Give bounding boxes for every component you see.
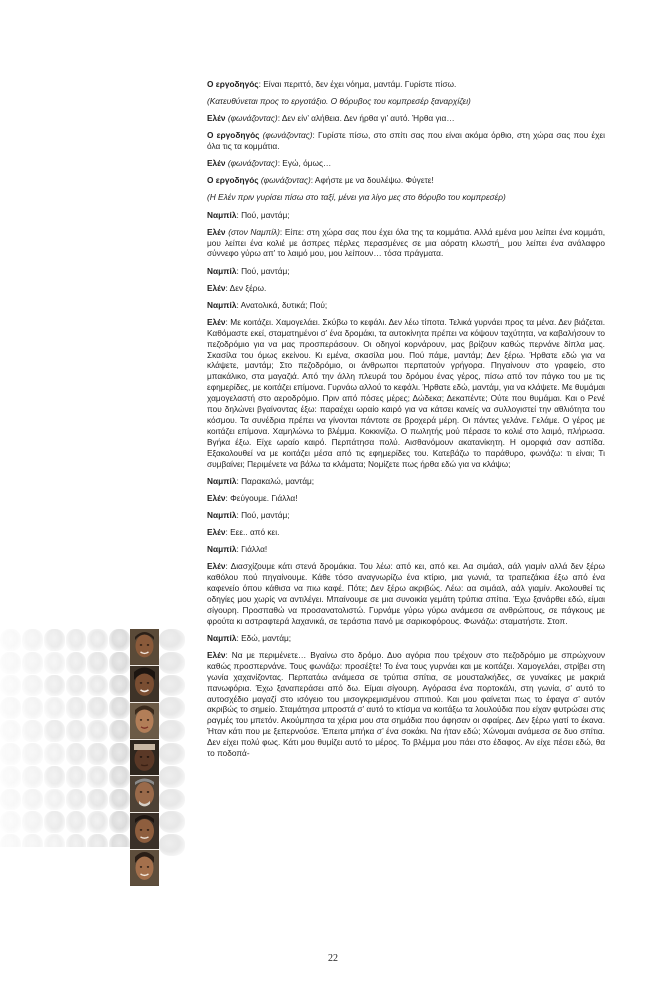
dialogue-text: : Εεε.. από κει. — [225, 527, 280, 537]
speaker-name: Ελέν — [207, 492, 226, 503]
dialogue-text: : Πού, μαντάμ; — [236, 265, 290, 276]
speaker-name: Ελέν — [207, 226, 226, 237]
portrait-photo — [130, 776, 159, 812]
dialogue-text: : Παρακαλώ, μαντάμ; — [236, 475, 315, 486]
dialogue-text: : Με κοιτάζει. Χαμογελάει. Σκύβω το κεφάλι. Δεν λέω τίποτα. Τελικά γυρνάει προς τα μένα. Δεν βιάζεται. Καθόμαστε εκεί, σταματημένοι σ’ ένα δρομάκι, τα αυτοκίνητα πρέπει να κόψουν ταχύτητα, να καβαλήσουν το πεζοδρόμιο για να μας προσπεράσουν. Οι οδηγοί κορνάρουν, μας βρίζουν καθώς περνάνε δίπλα μας. Σκασίλα του όμως εκείνου. Κι εμένα, σκασίλα μου. Πού πάμε, μαντάμ; Δεν ξέρω. Ήρθατε εδώ για να κλάψετε, μαντάμ; Στο πεζοδρόμιο, οι άνθρωποι περπατούν γρήγορα. Πηγαίνουν στο γραφείο, στο μπακάλικο, στα μαγαζιά. Από την άλλη πλευρά του δρόμου ένας γέρος, πίσω από τον πάγκο του με τις εφημερίδες, με κοιτάζει επίμονα. Γυρνάω αλλού το κεφάλι. Ήρθατε εδώ, μαντάμ, για να κλάψετε. Με θυμάμαι χαμογελαστή στο αεροδρόμιο. Πριν από πόσες μέρες; Δώδεκα; Δεκαπέντε; Ούτε που θυμάμαι. Και ο Ρενέ που δηλώνει βγαίνοντας έξω: παραέχει ωραίο καιρό για να κάτσει κανείς να συλλογιστεί την αθλιότητα του κόσμου. Τα συνέδρια πρέπει να γίνονται πάντοτε σε βροχερά μέρη. Οι πάντες γελάνε. Γελάμε. Ο γέρος με κοιτάζει επίμονα. Χαμηλώνω το βλέμμα. Κοκκινίζω. Ο πωλητής μού πέρασε το κολιέ στο λαιμό, πλήρωσα. Βγήκα έξω. Είχε ωραίο καιρό. Περπάτησα πολύ. Αισθανόμουν ακατανίκητη. Η ομορφιά σαν ασπίδα. Εξακολουθεί να με κοιτάζει μέσα από τις εφημερίδες του. Κατεβάζω το παράθυρο, φωνάζω: τι είναι; Τι συμβαίνει; Περιμένετε να βάλω τα κλάματα; Νομίζετε πως ήρθα εδώ για να κλάψω; — [207, 316, 605, 469]
dialogue-line — [207, 266, 605, 277]
speaker-name: Ναμπίλ — [207, 209, 237, 220]
dialogue-text: : Αφήστε με να δουλέψω. Φύγετε! — [310, 175, 434, 186]
dialogue-text: : Δεν είν’ αλήθεια. Δεν ήρθα γι’ αυτό. Ήρθα για… — [277, 113, 455, 124]
dialogue-text: : Γυρίστε πίσω, στο σπίτι σας που είναι ακόμα όρθιο, στη χώρα σας που έχει όλα τις τα κομμάτια. — [207, 130, 606, 152]
speaker-name: Ελέν — [207, 561, 226, 572]
dialogue-line — [207, 561, 605, 626]
speaker-name: Ο εργοδηγός — [207, 130, 260, 141]
portrait-photo — [130, 666, 159, 702]
dialogue-text: : Να με περιμένετε… Βγαίνω στο δρόμο. Δυο αγόρια που τρέχουν στο πεζοδρόμιο με σπρώχνουν καθώς προσπερνάνε. Τους φωνάζω: προσέξτε! Το ένα τους γυρνάει και με κοιτάζει. Χαμογελάει, στρίβει στη γωνία χαχανίζοντας. Περπατάω ανάμεσα σε τρύπια σπίτια, σε μουσταλκήδες, σε γυναίκες με μακριά πανωφόρια. Έχω ξαναπεράσει από δω. Είμαι σίγουρη. Αγόρασα ένα πορτοκάλι, στη γωνία, σ’ αυτό το αυτοσχέδιο μαγαζί στο ισόγειο του μισογκρεμισμένου σπιτιού. Και μου φαίνεται πως το έφαγα σ’ αυτόν ακριβώς το σημείο. Σταμάτησα μπροστά σ’ αυτό το κτίσμα να κοιτάξω τα λουλούδια που είχαν φυτρώσει στις ραγμές του μπετόν. Ακούμπησα τα χέρια μου στα σημάδια που άφησαν οι σφαίρες. Δεν ξέρω γιατί το έκανα. Ήταν κάτι που με ξεπερνούσε. Έπειτα μπήκα σ’ ένα σοκάκι. Να ήταν εδώ; Χώνομαι ανάμεσα σε δυο σπίτια. Δεν είχει πολύ φως. Κάτι μου θυμίζει αυτό το μέρος. Το βλέμμα μου πάει στο έδαφος. Αν είχε πέσει εδώ, θα το ποδοπά- — [207, 649, 605, 759]
dialogue-line — [207, 300, 605, 311]
dialogue-line — [207, 130, 605, 152]
dialogue-text: : Φεύγουμε. Γιάλλα! — [225, 492, 298, 503]
speaker-name: Ναμπίλ — [207, 632, 237, 643]
dialogue-line — [207, 283, 605, 294]
dialogue-line — [207, 210, 605, 221]
stage-direction: (Κατευθύνεται προς το εργοτάξιο. Ο θόρυβος του κομπρεσέρ ξαναρχίζει) — [207, 96, 471, 107]
portrait-photo — [130, 850, 159, 886]
dialogue-line — [207, 158, 605, 169]
speaker-name: Ελέν — [207, 649, 226, 660]
dialogue-line — [207, 113, 605, 124]
speaker-direction: (στον Ναμπίλ) — [228, 226, 280, 237]
speaker-name: Ο εργοδηγός — [207, 79, 259, 89]
speaker-direction: (φωνάζοντας) — [262, 130, 313, 141]
portrait-photo — [130, 629, 159, 665]
portrait-photo — [130, 813, 159, 849]
dialogue-line — [207, 493, 605, 504]
speaker-name: Ελέν — [207, 527, 226, 537]
dialogue-line — [207, 650, 605, 759]
dialogue-text: : Είπε: στη χώρα σας που έχει όλα της τα κομμάτια. Αλλά εμένα μου λείπει ένα κομμάτι, μου λείπει ένα κολιέ με άσπρες πέρλες περασμένες σε μια αόρατη κλωστή_ μου λείπει ένα ανάλαφρο σύννεφο γύρω απ’ το λαιμό μου, μου λείπουν… τόσα πράγματα. — [207, 226, 606, 259]
stage-direction: (Η Ελέν πριν γυρίσει πίσω στο ταξί, μένει για λίγο μες στο θόρυβο του κομπρεσέρ) — [207, 192, 506, 203]
faces-collage-background — [0, 629, 130, 847]
portrait-photo — [130, 740, 159, 776]
speaker-name: Ναμπίλ — [207, 265, 237, 276]
speaker-name: Ελέν — [207, 316, 226, 327]
dialogue-line — [207, 317, 605, 470]
speaker-name: Ο εργοδηγός — [207, 175, 259, 186]
script-text-column — [207, 79, 605, 765]
speaker-direction: (φωνάζοντας) — [227, 113, 278, 124]
speaker-name: Ναμπίλ — [207, 544, 237, 555]
dialogue-line — [207, 527, 605, 538]
portrait-photo — [130, 703, 159, 739]
dialogue-text: : Ανατολικά, δυτικά; Πού; — [236, 299, 328, 310]
speaker-direction: (φωνάζοντας) — [227, 158, 278, 169]
dialogue-line — [207, 544, 605, 555]
faces-collage-background-right — [159, 629, 185, 847]
dialogue-line — [207, 633, 605, 644]
speaker-direction: (φωνάζοντας) — [260, 175, 311, 186]
speaker-name: Ναμπίλ — [207, 509, 237, 520]
dialogue-text: : Δεν ξέρω. — [225, 282, 267, 293]
dialogue-line — [207, 510, 605, 521]
dialogue-text: : Εδώ, μαντάμ; — [236, 632, 292, 643]
speaker-name: Ελέν — [207, 282, 226, 293]
dialogue-text: : Πού, μαντάμ; — [236, 209, 290, 220]
page-number: 22 — [328, 953, 338, 964]
speaker-name: Ελέν — [207, 158, 226, 169]
dialogue-text: : Πού, μαντάμ; — [236, 509, 290, 520]
dialogue-line — [207, 175, 605, 186]
dialogue-line — [207, 476, 605, 487]
speaker-name: Ναμπίλ — [207, 299, 237, 310]
speaker-name: Ελέν — [207, 113, 226, 124]
dialogue-line — [207, 227, 605, 260]
portrait-strip — [130, 629, 159, 886]
dialogue-text: : Είναι περιττό, δεν έχει νόημα, μαντάμ. Γυρίστε πίσω. — [258, 79, 457, 89]
dialogue-line — [207, 79, 605, 90]
dialogue-text: : Εγώ, όμως… — [277, 158, 332, 169]
speaker-name: Ναμπίλ — [207, 475, 237, 486]
dialogue-text: : Γιάλλα! — [236, 544, 268, 555]
dialogue-text: : Διασχίζουμε κάτι στενά δρομάκια. Του λέω: από κει, από κει. Αα σιμάαλ, αάλ γιαμίν αλλά δεν ξέρω καθόλου πού πηγαίνουμε. Κάθε τόσο αναγνωρίζω ένα κτίριο, μια γωνιά, τα τραπεζάκια έξω από ένα καφενείο όπου κάθισα να πιω καφέ. Πότε; Δεν ξέρω ακριβώς. Λέω: αα σιμάαλ, αάλ γιαμίν. Ακολουθεί τις οδηγίες μου χωρίς να αντιλέγει. Μπαίνουμε σε μια συνοικία γεμάτη τρύπια σπίτια. Έχω ξανάρθει εδώ, είμαι σίγουρη. Προσπαθώ να προσανατολιστώ. Γυρνάμε γύρω γύρω ανάμεσα σε ανθρώπους, σε πάγκους με φρούτα κι αστραφτερά λαχανικά, σε τεράστια πανό με σαρικοφόρους. Φωνάζω: σταματήστε. Στοπ. — [207, 561, 605, 626]
